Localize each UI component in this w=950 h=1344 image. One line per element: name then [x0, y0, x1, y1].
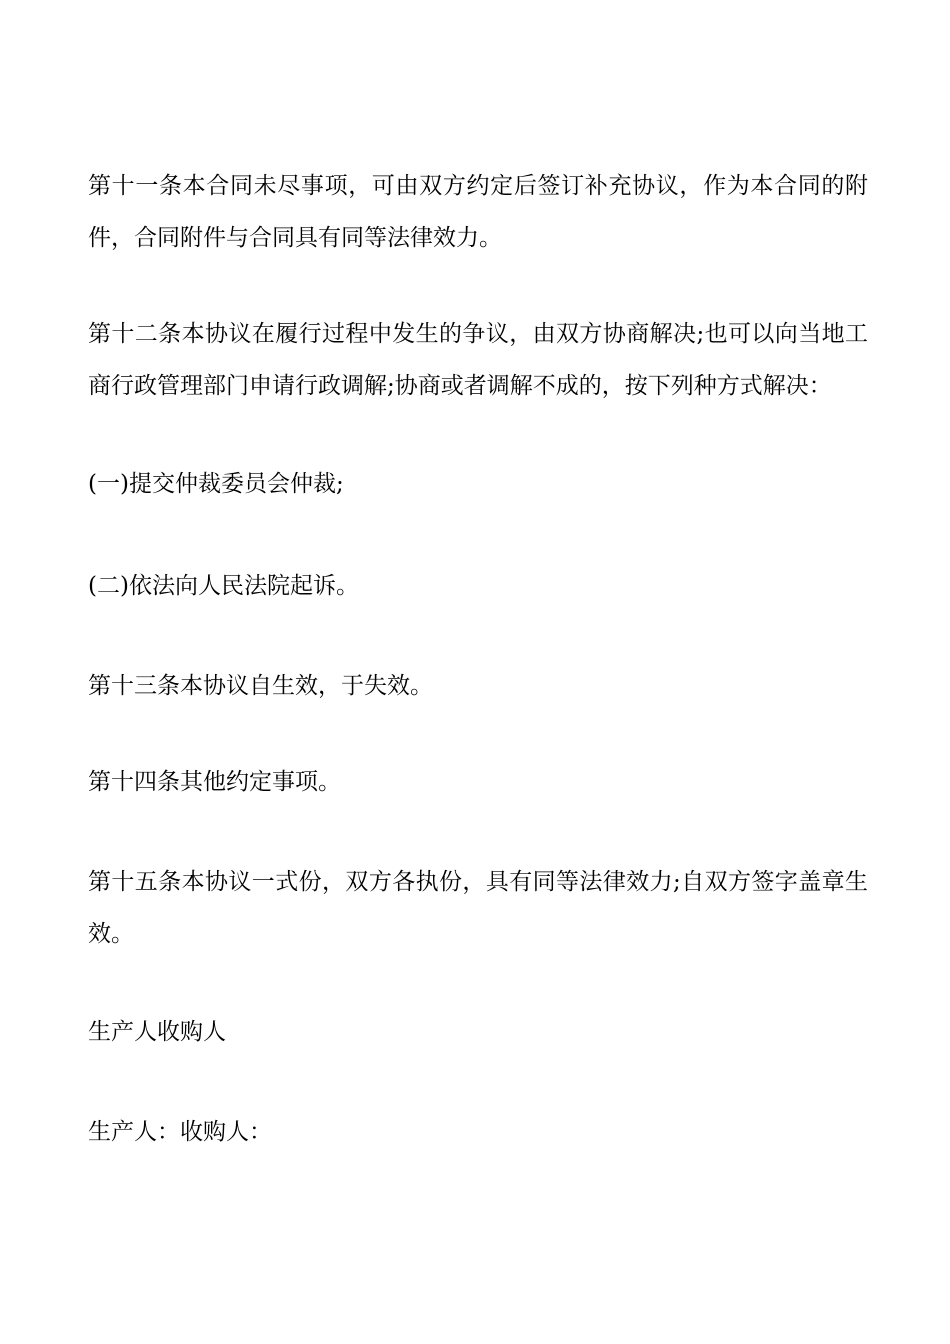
signatory-heading: 生产人收购人	[88, 1019, 226, 1045]
clause-15: 第十五条本协议一式份，双方各执份，具有同等法律效力;自双方签字盖章生效。	[88, 869, 868, 947]
clause-14: 第十四条其他约定事项。	[88, 769, 341, 795]
clause-12-option-2: (二)依法向人民法院起诉。	[88, 573, 359, 599]
clause-11: 第十一条本合同未尽事项，可由双方约定后签订补充协议，作为本合同的附件，合同附件与合同具有同等法律效力。	[88, 173, 868, 251]
clause-12-option-1: (一)提交仲裁委员会仲裁;	[88, 471, 344, 497]
clause-12: 第十二条本协议在履行过程中发生的争议，由双方协商解决;也可以向当地工商行政管理部门申请行政调解;协商或者调解不成的，按下列种方式解决：	[88, 321, 868, 399]
clause-13: 第十三条本协议自生效，于失效。	[88, 673, 433, 699]
signatory-line: 生产人：收购人：	[88, 1119, 272, 1145]
